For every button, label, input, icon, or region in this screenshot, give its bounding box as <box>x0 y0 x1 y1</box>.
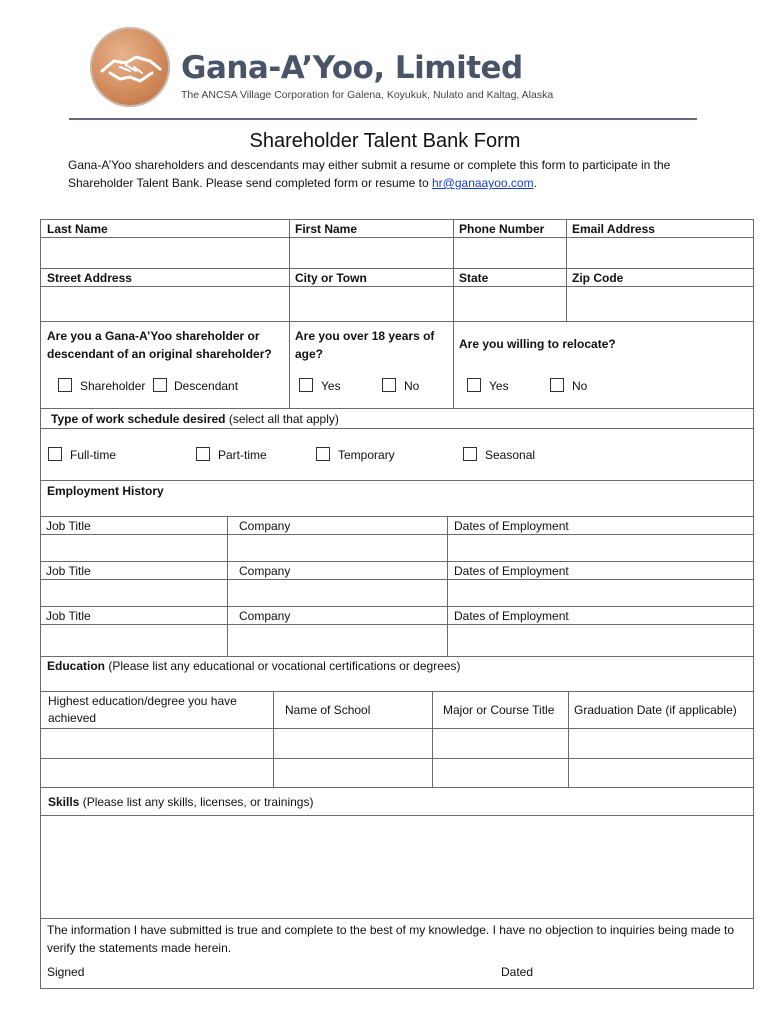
street-field[interactable] <box>41 287 289 321</box>
company-field[interactable] <box>228 580 447 606</box>
employment-heading: Employment History <box>47 484 164 498</box>
graduation-field[interactable] <box>569 759 753 787</box>
last-name-label: Last Name <box>47 222 108 236</box>
relocate-yes-label: Yes <box>489 379 509 393</box>
intro-end: . <box>533 176 537 190</box>
email-label: Email Address <box>572 222 655 236</box>
dates-label: Dates of Employment <box>454 519 569 533</box>
intro-text: Gana-A’Yoo shareholders and descendants may either submit a resume or complete this form to participate in the Shareholder Talent Bank. Please send completed form or resume to <box>68 158 671 190</box>
schedule-label: Type of work schedule desired <box>51 412 226 426</box>
temporary-label: Temporary <box>338 448 395 462</box>
skills-heading <box>48 794 313 810</box>
last-name-field[interactable] <box>41 238 289 268</box>
education-label: Education <box>47 659 106 673</box>
email-field[interactable] <box>567 238 753 268</box>
company-field[interactable] <box>228 625 447 656</box>
job-title-field[interactable] <box>41 625 227 656</box>
dates-label: Dates of Employment <box>454 564 569 578</box>
age-question: Are you over 18 years of age? <box>295 329 435 361</box>
skills-label: Skills <box>48 795 80 809</box>
dates-field[interactable] <box>448 580 753 606</box>
phone-label: Phone Number <box>459 222 545 236</box>
temporary-checkbox[interactable] <box>316 447 330 461</box>
age-yes-label: Yes <box>321 379 341 393</box>
full-time-checkbox[interactable] <box>48 447 62 461</box>
age-yes-checkbox[interactable] <box>299 378 313 392</box>
company-label: Company <box>239 564 291 578</box>
education-note: (Please list any educational or vocational certifications or degrees) <box>108 659 461 673</box>
skills-note: (Please list any skills, licenses, or trainings) <box>82 795 314 809</box>
company-label: Company <box>239 519 291 533</box>
full-time-label: Full-time <box>70 448 117 462</box>
descendant-option-label: Descendant <box>174 379 239 393</box>
graduation-field[interactable] <box>569 729 753 758</box>
form-intro <box>68 156 718 192</box>
date-field[interactable] <box>545 960 745 984</box>
job-title-field[interactable] <box>41 535 227 561</box>
degree-field[interactable] <box>41 729 273 758</box>
signed-label: Signed <box>47 965 85 979</box>
schedule-heading <box>51 411 339 427</box>
schedule-note: (select all that apply) <box>228 412 339 426</box>
skills-field[interactable] <box>41 816 753 918</box>
relocate-no-checkbox[interactable] <box>550 378 564 392</box>
major-field[interactable] <box>433 729 568 758</box>
seasonal-label: Seasonal <box>485 448 536 462</box>
city-field[interactable] <box>290 287 453 321</box>
company-logo <box>90 27 170 107</box>
handshake-icon <box>90 27 170 107</box>
job-title-field[interactable] <box>41 580 227 606</box>
degree-field[interactable] <box>41 759 273 787</box>
state-field[interactable] <box>454 287 566 321</box>
relocate-question: Are you willing to relocate? <box>459 337 616 351</box>
age-no-checkbox[interactable] <box>382 378 396 392</box>
company-field[interactable] <box>228 535 447 561</box>
hr-email-link[interactable]: hr@ganaayoo.com <box>432 176 534 190</box>
form-title: Shareholder Talent Bank Form <box>249 130 521 152</box>
shareholder-question: Are you a Gana-A’Yoo shareholder or descendant of an original shareholder? <box>47 329 272 361</box>
degree-column-header: Highest education/degree you have achieved <box>48 694 237 725</box>
company-label: Company <box>239 609 291 623</box>
part-time-checkbox[interactable] <box>196 447 210 461</box>
seasonal-checkbox[interactable] <box>463 447 477 461</box>
state-label: State <box>459 271 489 285</box>
major-field[interactable] <box>433 759 568 787</box>
first-name-field[interactable] <box>290 238 453 268</box>
signature-field[interactable] <box>95 960 485 984</box>
job-title-label: Job Title <box>46 609 91 623</box>
zip-label: Zip Code <box>572 271 624 285</box>
phone-field[interactable] <box>454 238 566 268</box>
first-name-label: First Name <box>295 222 358 236</box>
job-title-label: Job Title <box>46 564 91 578</box>
education-heading <box>47 658 461 674</box>
company-name: Gana-A’Yoo, Limited <box>181 50 523 86</box>
certification-statement: The information I have submitted is true and complete to the best of my knowledge. I have no objection to inquiries being made to verify the statements made herein. <box>47 923 735 955</box>
city-label: City or Town <box>295 271 367 285</box>
zip-field[interactable] <box>567 287 753 321</box>
shareholder-checkbox[interactable] <box>58 378 72 392</box>
school-field[interactable] <box>274 729 432 758</box>
dates-label: Dates of Employment <box>454 609 569 623</box>
school-column-header: Name of School <box>285 703 371 717</box>
company-tagline: The ANCSA Village Corporation for Galena, Koyukuk, Nulato and Kaltag, Alaska <box>181 89 554 101</box>
shareholder-option-label: Shareholder <box>80 379 146 393</box>
relocate-yes-checkbox[interactable] <box>467 378 481 392</box>
school-field[interactable] <box>274 759 432 787</box>
graduation-column-header: Graduation Date (if applicable) <box>574 703 737 717</box>
header-divider <box>69 118 697 120</box>
dated-label: Dated <box>501 965 534 979</box>
dates-field[interactable] <box>448 535 753 561</box>
age-no-label: No <box>404 379 420 393</box>
dates-field[interactable] <box>448 625 753 656</box>
relocate-no-label: No <box>572 379 588 393</box>
descendant-checkbox[interactable] <box>153 378 167 392</box>
part-time-label: Part-time <box>218 448 267 462</box>
job-title-label: Job Title <box>46 519 91 533</box>
street-label: Street Address <box>47 271 132 285</box>
major-column-header: Major or Course Title <box>443 703 555 717</box>
